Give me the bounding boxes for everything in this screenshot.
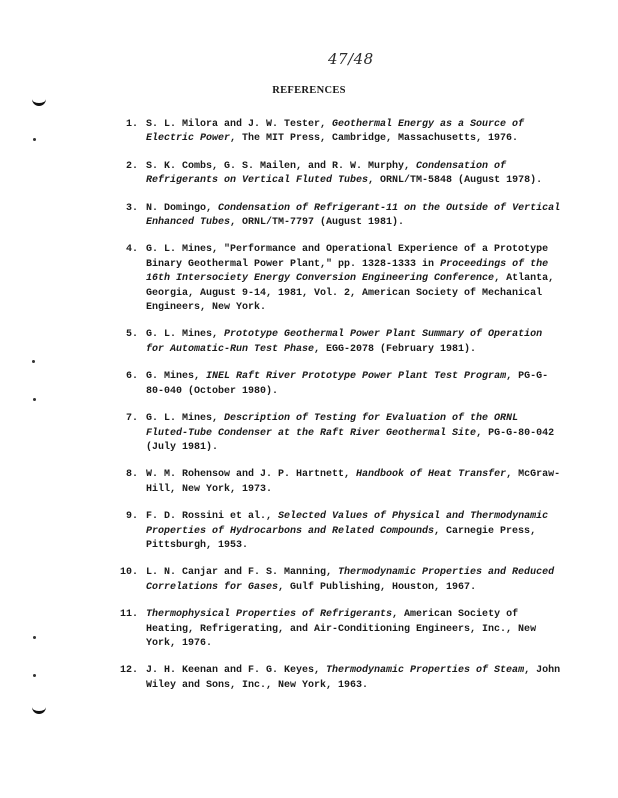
reference-item (116, 608, 566, 651)
reference-segment: S. L. Milora and J. W. Tester, (146, 119, 333, 130)
scan-speck (33, 636, 36, 639)
reference-number: 1. (125, 119, 138, 130)
reference-title: Thermodynamic Properties and Reduced Correlations for Gases (146, 567, 555, 593)
reference-segment: G. L. Mines, "Performance and Operational Experience of a Prototype Binary Geothermal Power Plant," pp. 1328-1333 in (146, 244, 549, 270)
reference-number: 3. (125, 202, 138, 214)
reference-text (146, 328, 566, 357)
reference-title: Geothermal Energy as a Source of Electric Power (146, 119, 525, 145)
reference-title: Condensation of Refrigerant-11 on the Outside of Vertical Enhanced Tubes (146, 202, 561, 229)
reference-segment: , The MIT Press, Cambridge, Massachusetts, 1976. (230, 133, 519, 145)
reference-text (146, 664, 566, 693)
reference-segment: F. D. Rossini et al., (146, 511, 279, 523)
reference-segment: G. L. Mines, (146, 413, 225, 425)
punch-hole-mark-top (32, 96, 46, 106)
reference-text (146, 202, 566, 231)
reference-item (116, 160, 566, 189)
reference-segment: , EGG-2078 (February 1981). (314, 343, 477, 355)
reference-number: 6. (125, 371, 138, 383)
scan-speck (33, 674, 36, 677)
reference-number: 5. (125, 329, 138, 341)
reference-number: 11. (119, 609, 138, 621)
reference-segment: N. Domingo, (146, 202, 219, 214)
reference-title: Selected Values of Physical and Thermodynamic Properties of Hydrocarbons and Related Compounds (146, 511, 549, 537)
reference-item (116, 243, 566, 315)
reference-list (116, 118, 566, 706)
reference-text (146, 118, 566, 147)
reference-number: 7. (125, 413, 138, 425)
reference-text (146, 510, 566, 553)
reference-segment: , PG-G-80-040 (October 1980). (146, 371, 549, 397)
reference-segment: S. K. Combs, G. S. Mailen, and R. W. Murphy, (146, 160, 417, 172)
reference-title: Thermophysical Properties of Refrigerants (146, 609, 393, 621)
reference-segment: , John Wiley and Sons, Inc., New York, 1963. (146, 665, 561, 691)
reference-item (116, 202, 566, 231)
reference-text (146, 412, 566, 455)
reference-item (116, 370, 566, 399)
reference-segment: G. Mines, (146, 371, 207, 383)
reference-text (146, 160, 566, 189)
reference-segment: , PG-G-80-042 (July 1981). (146, 427, 555, 453)
reference-item (116, 118, 566, 147)
reference-title: Prototype Geothermal Power Plant Summary of Operation for Automatic-Run Test Phase (146, 329, 543, 355)
reference-segment: , McGraw-Hill, New York, 1973. (146, 469, 561, 495)
reference-segment: , Carnegie Press, Pittsburgh, 1953. (146, 525, 537, 551)
page-number: 47/48 (328, 50, 374, 68)
reference-segment: , American Society of Heating, Refrigerating, and Air-Conditioning Engineers, Inc., New York, 1976. (146, 609, 537, 649)
reference-item (116, 328, 566, 357)
reference-item (116, 664, 566, 693)
reference-title: INEL Raft River Prototype Power Plant Test Program (206, 371, 507, 383)
reference-text (146, 370, 566, 399)
reference-text (146, 468, 566, 497)
reference-text (146, 566, 566, 595)
reference-segment: G. L. Mines, (146, 329, 225, 341)
punch-hole-mark-bottom (32, 704, 46, 714)
reference-number: 2. (125, 160, 138, 172)
reference-item (116, 468, 566, 497)
reference-text (146, 608, 566, 651)
reference-number: 4. (125, 244, 138, 256)
reference-text (146, 243, 566, 315)
reference-title: Handbook of Heat Transfer (356, 469, 507, 481)
scan-speck (33, 398, 36, 401)
reference-segment: , Gulf Publishing, Houston, 1967. (278, 581, 477, 593)
reference-number: 9. (125, 511, 138, 523)
reference-segment: L. N. Canjar and F. S. Manning, (146, 567, 339, 579)
reference-number: 12. (119, 665, 138, 677)
reference-number: 10. (119, 567, 138, 579)
reference-title: Condensation of Refrigerants on Vertical Fluted Tubes (146, 160, 507, 187)
reference-segment: J. H. Keenan and F. G. Keyes, (146, 665, 327, 677)
reference-item (116, 510, 566, 553)
reference-title: Proceedings of the 16th Intersociety Energy Conversion Engineering Conference (146, 258, 549, 285)
reference-title: Description of Testing for Evaluation of the ORNL Fluted-Tube Condenser at the Raft River Geothermal Site (146, 413, 519, 439)
reference-segment: , Atlanta, Georgia, August 9-14, 1981, Vol. 2, American Society of Mechanical Engineers, New York. (146, 273, 555, 314)
reference-segment: , ORNL/TM-5848 (August 1978). (368, 175, 543, 187)
reference-title: Thermodynamic Properties of Steam (326, 665, 525, 677)
reference-item (116, 566, 566, 595)
scan-speck (32, 360, 35, 363)
reference-item (116, 412, 566, 455)
reference-segment: W. M. Rohensow and J. P. Hartnett, (146, 469, 357, 481)
reference-segment: , ORNL/TM-7797 (August 1981). (230, 217, 405, 229)
reference-number: 8. (125, 469, 138, 481)
page-title: REFERENCES (272, 85, 346, 96)
scan-speck (33, 138, 36, 141)
